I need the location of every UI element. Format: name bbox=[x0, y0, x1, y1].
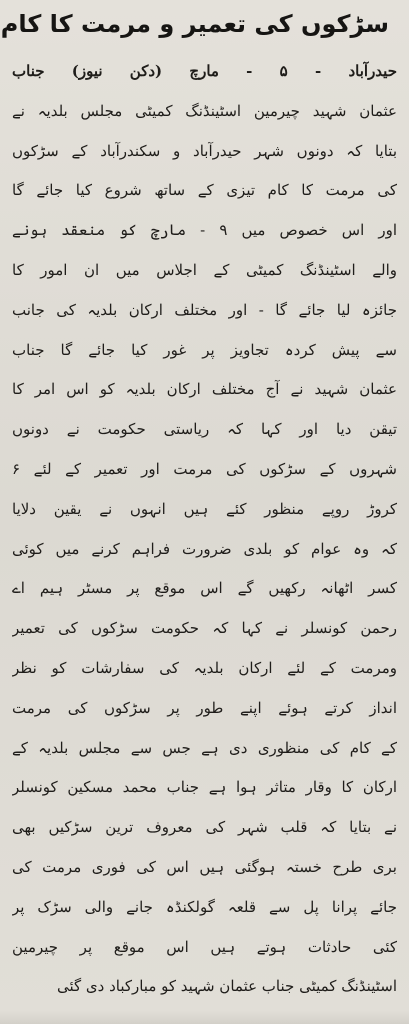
article-line: سے پیش کردہ تجاویز پر غور کیا جائے گا جناب bbox=[12, 340, 397, 359]
article-line: کہ وہ عوام کو بلدی ضرورت فراہم کرنے میں کوئی bbox=[12, 539, 397, 558]
article-line: اور اس خصوص میں ۹ - مارچ کو منعقد ہونے bbox=[12, 221, 397, 240]
article-line: والے اسٹینڈنگ کمیٹی کے اجلاس میں ان امور کا bbox=[12, 260, 397, 279]
article-line: کئی حادثات ہوتے ہیں اس موقع پر چیرمین bbox=[12, 937, 397, 956]
article-line: کروڑ روپے منظور کئے ہیں انہوں نے یقین دلایا bbox=[12, 499, 397, 518]
article-line: بتایا کہ دونوں شہر حیدرآباد و سکندرآباد کے سڑکوں bbox=[12, 141, 397, 160]
article-line: عثمان شہید نے آج مختلف ارکان بلدیہ کو اس امر کا bbox=[12, 380, 397, 399]
article-line: عثمان شہید چیرمین اسٹینڈنگ کمیٹی مجلس بلدیہ نے bbox=[12, 101, 397, 120]
article-line: شہروں کے سڑکوں کی مرمت اور تعمیر کے لئے ۶ bbox=[12, 459, 397, 478]
clipping-bottom-edge bbox=[0, 1010, 409, 1024]
article-headline: سڑکوں کی تعمیر و مرمت کا کام bbox=[0, 10, 389, 38]
article-line: رحمن کونسلر نے کہا کہ حکومت سڑکوں کی تعمیر bbox=[12, 619, 397, 638]
article-line: نے بتایا کہ قلب شہر کی معروف ترین سڑکیں بھی bbox=[12, 818, 397, 837]
article-line: انداز کرتے ہوئے اپنے طور پر سڑکوں کی مرمت bbox=[12, 698, 397, 717]
article-line: جائے پرانا پل سے قلعہ گولکنڈہ جانے والی سڑک پر bbox=[12, 897, 397, 916]
article-line: کی مرمت کا کام تیزی کے ساتھ شروع کیا جائے گا bbox=[12, 181, 397, 200]
article-line: ومرمت کے لئے ارکان بلدیہ کی سفارشات کو نظر bbox=[12, 658, 397, 677]
article-line: اسٹینڈنگ کمیٹی جناب عثمان شہید کو مبارکباد دی گئی bbox=[56, 977, 397, 996]
article-line: بری طرح خستہ ہوگئی ہیں اس کی فوری مرمت کی bbox=[12, 857, 397, 876]
article-dateline: حیدرآباد - ۵ - مارچ (دکن نیوز) جناب bbox=[12, 62, 397, 80]
article-body bbox=[12, 52, 397, 1007]
article-line: کسر اٹھانہ رکھیں گے اس موقع پر مسٹر ہیم اے bbox=[12, 579, 397, 598]
article-line: ارکان کا وقار متاثر ہوا ہے جناب محمد مسکین کونسلر bbox=[12, 778, 397, 797]
article-line: کے کام کی منظوری دی ہے جس سے مجلس بلدیہ کے bbox=[12, 738, 397, 757]
article-line: جائزہ لیا جائے گا - اور مختلف ارکان بلدیہ کی جانب bbox=[12, 300, 397, 319]
article-line: تیقن دیا اور کہا کہ ریاستی حکومت نے دونوں bbox=[12, 420, 397, 439]
